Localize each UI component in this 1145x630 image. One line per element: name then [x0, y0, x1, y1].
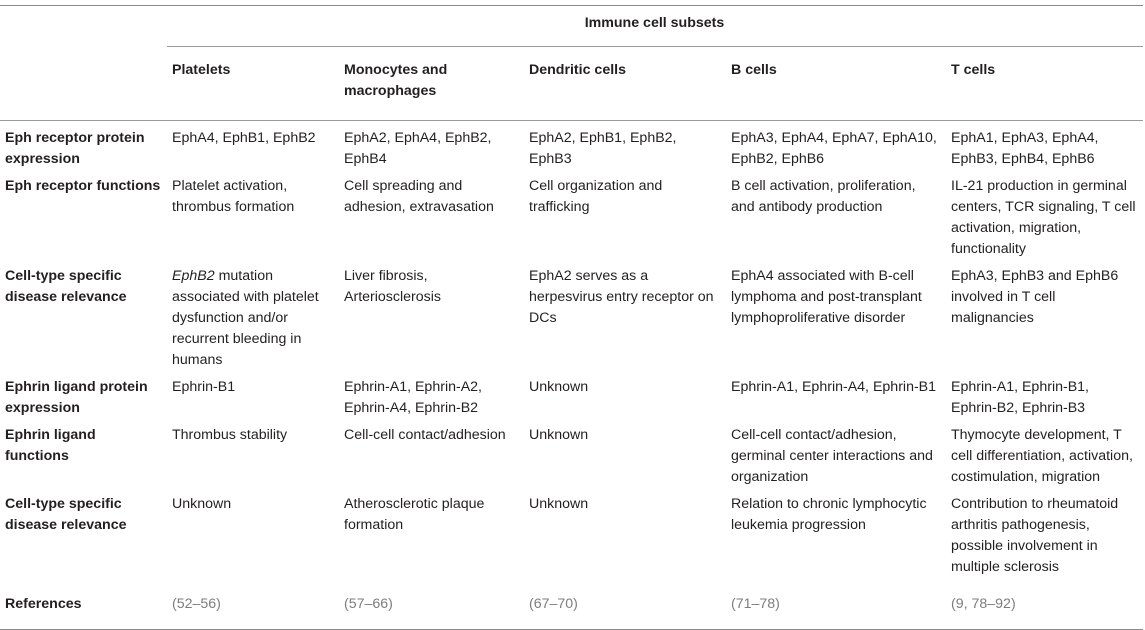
table-cell: Liver fibrosis, Arteriosclerosis [344, 268, 441, 305]
table-cell: EphA4, EphB1, EphB2 [172, 130, 316, 146]
reference-cell: (67–70) [524, 580, 726, 630]
column-header-dendritic: Dendritic cells [524, 47, 726, 121]
table-cell: Ephrin-A1, Ephrin-A2, Ephrin-A4, Ephrin-B2 [344, 379, 483, 416]
table-cell: Thymocyte development, T cell differentiation, activation, costimulation, migration [951, 427, 1133, 485]
table-cell: Unknown [172, 496, 232, 512]
table-cell: Unknown [529, 496, 589, 512]
table-row [0, 121, 1143, 173]
table-cell: Cell organization and trafficking [529, 178, 663, 215]
corner-cell [0, 47, 167, 121]
row-label: Ephrin ligand protein expression [5, 379, 148, 416]
immune-cell-eph-table [0, 5, 1143, 630]
table-cell: Thrombus stability [172, 427, 288, 443]
row-label: Ephrin ligand functions [5, 427, 96, 464]
row-label: Eph receptor functions [5, 178, 161, 194]
table-cell: EphA1, EphA3, EphA4, EphB3, EphB4, EphB6 [951, 130, 1099, 167]
row-label: Cell-type specific disease relevance [5, 268, 127, 305]
table-cell: EphA2 serves as a herpesvirus entry receptor on DCs [529, 268, 714, 326]
table-cell: EphA2, EphB1, EphB2, EphB3 [529, 130, 677, 167]
table-row [0, 172, 1143, 262]
table-cell: EphA4 associated with B-cell lymphoma and post-transplant lymphoproliferative disorder [731, 268, 922, 326]
table-row [0, 490, 1143, 580]
reference-cell: (71–78) [726, 580, 946, 630]
corner-cell [0, 6, 167, 47]
column-header-t-cells: T cells [946, 47, 1143, 121]
row-label: Eph receptor protein expression [5, 130, 145, 167]
table-cell: Relation to chronic lymphocytic leukemia progression [731, 496, 927, 533]
reference-cell: (9, 78–92) [946, 580, 1143, 630]
group-header: Immune cell subsets [167, 6, 1143, 47]
cell-text: mutation associated with platelet dysfunction and/or recurrent bleeding in humans [172, 268, 319, 368]
table-cell: Ephrin-A1, Ephrin-B1, Ephrin-B2, Ephrin-B3 [951, 379, 1090, 416]
table-cell: Platelet activation, thrombus formation [172, 178, 295, 215]
table-row [0, 421, 1143, 490]
table-row [0, 262, 1143, 373]
table-cell: EphA3, EphB3 and EphB6 involved in T cell malignancies [951, 268, 1119, 326]
table-cell: Cell-cell contact/adhesion [344, 427, 506, 443]
group-header-row [0, 6, 1143, 47]
table-cell [167, 262, 339, 373]
table-cell: Contribution to rheumatoid arthritis pathogenesis, possible involvement in multiple sclerosis [951, 496, 1119, 575]
table-cell: Ephrin-B1 [172, 379, 236, 395]
table-cell: EphA2, EphA4, EphB2, EphB4 [344, 130, 492, 167]
table-cell: Cell spreading and adhesion, extravasation [344, 178, 494, 215]
table-cell: Atherosclerotic plaque formation [344, 496, 485, 533]
reference-cell: (52–56) [167, 580, 339, 630]
row-label: References [0, 580, 167, 630]
table-cell: Unknown [529, 427, 589, 443]
reference-cell: (57–66) [339, 580, 524, 630]
table-cell: Unknown [529, 379, 589, 395]
table-row [0, 373, 1143, 421]
subset-header-row [0, 47, 1143, 121]
table-cell: IL-21 production in germinal centers, TCR signaling, T cell activation, migration, functionality [951, 178, 1136, 257]
column-header-monocytes: Monocytes and macrophages [339, 47, 524, 121]
row-label: Cell-type specific disease relevance [5, 496, 127, 533]
table-cell: Ephrin-A1, Ephrin-A4, Ephrin-B1 [731, 379, 937, 395]
references-row [0, 580, 1143, 630]
table-cell: Cell-cell contact/adhesion, germinal center interactions and organization [731, 427, 933, 485]
column-header-b-cells: B cells [726, 47, 946, 121]
column-header-platelets: Platelets [167, 47, 339, 121]
gene-name-italic: EphB2 [172, 268, 215, 284]
table-cell: B cell activation, proliferation, and antibody production [731, 178, 916, 215]
table-cell: EphA3, EphA4, EphA7, EphA10, EphB2, EphB6 [731, 130, 937, 167]
